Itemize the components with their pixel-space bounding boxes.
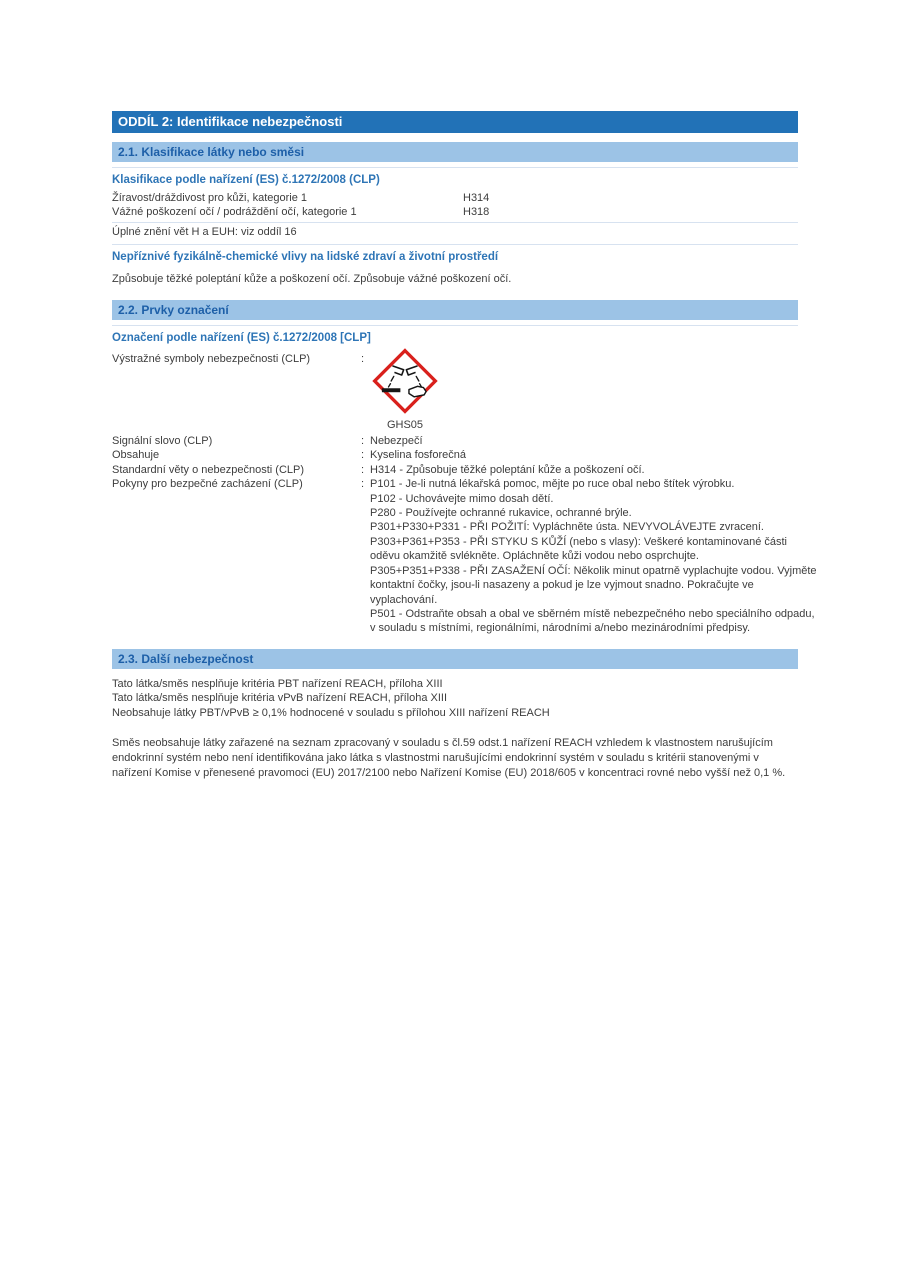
other-hazards-lines	[112, 677, 798, 721]
hazard-statement-value: H314 - Způsobuje těžké poleptání kůže a poškození očí.	[370, 463, 645, 476]
field-label: Standardní věty o nebezpečnosti (CLP)	[112, 463, 305, 476]
precaution-line: P102 - Uchovávejte mimo dosah dětí.	[370, 492, 554, 505]
endocrine-disruptor-paragraph: Směs neobsahuje látky zařazené na seznam zpracovaný v souladu s čl.59 odst.1 nařízení REACH vzhledem k vlastnostem narušujícím endokrinní systém nebo není identifikována jako látka s vlastnostmi narušujícími endokrinní systém v souladu s kritérii stanovenými v nařízení Komise v přenesené pravomoci (EU) 2017/2100 nebo Nařízení Komise (EU) 2018/605 v koncentraci rovné nebo vyšší než 0,1 %.	[112, 736, 786, 779]
colon-separator: :	[361, 463, 365, 476]
precaution-line: P501 - Odstraňte obsah a obal ve sběrném místě nebezpečného nebo speciálního odpadu,	[370, 607, 815, 620]
other-hazard-line: Tato látka/směs nesplňuje kritéria vPvB nařízení REACH, příloha XIII	[112, 692, 448, 705]
colon-separator: :	[361, 449, 365, 462]
labelling-subheading: Označení podle nařízení (ES) č.1272/2008 [CLP]	[112, 325, 798, 345]
classification-code: H318	[463, 206, 490, 219]
section-2-2-bar: 2.2. Prvky označení	[112, 300, 798, 320]
precaution-line: P301+P330+P331 - PŘI POŽITÍ: Vypláchněte ústa. NEVYVOLÁVEJTE zvracení.	[370, 521, 764, 534]
ghs05-pictogram-block	[372, 348, 438, 432]
section-2-1-bar: 2.1. Klasifikace látky nebo směsi	[112, 142, 798, 162]
precaution-line: P303+P361+P353 - PŘI STYKU S KŮŽÍ (nebo s vlasy): Veškeré kontaminované části	[370, 535, 787, 548]
field-label: Signální slovo (CLP)	[112, 435, 213, 448]
labelling-fields	[112, 352, 817, 636]
classification-subheading: Klasifikace podle nařízení (ES) č.1272/2008 (CLP)	[112, 167, 798, 187]
section-2-3-bar: 2.3. Další nebezpečnost	[112, 649, 798, 669]
precaution-line: vyplachování.	[370, 593, 438, 606]
signal-word-value: Nebezpečí	[370, 435, 423, 448]
colon-separator: :	[361, 352, 365, 365]
precautionary-statements	[370, 477, 817, 635]
colon-separator: :	[361, 435, 365, 448]
adverse-effects-text: Způsobuje těžké poleptání kůže a poškození očí. Způsobuje vážné poškození očí.	[112, 273, 512, 286]
field-label: Pokyny pro bezpečné zacházení (CLP)	[112, 478, 303, 491]
precaution-line: P101 - Je-li nutná lékařská pomoc, mějte po ruce obal nebo štítek výrobku.	[370, 478, 735, 491]
other-hazard-line: Tato látka/směs nesplňuje kritéria PBT nařízení REACH, příloha XIII	[112, 677, 443, 690]
precaution-line: oděvu okamžitě svlékněte. Opláchněte kůži vodou nebo osprchujte.	[370, 550, 699, 563]
section-2-content	[112, 111, 817, 781]
classification-label: Vážné poškození očí / podráždění očí, kategorie 1	[112, 206, 357, 219]
hazard-pictogram-cell	[370, 352, 817, 434]
precaution-line: kontaktní čočky, jsou-li nasazeny a pokud je lze vyjmout snadno. Pokračujte ve	[370, 579, 754, 592]
section-2-header-bar: ODDÍL 2: Identifikace nebezpečnosti	[112, 111, 798, 133]
classification-table	[112, 191, 798, 220]
colon-separator: :	[361, 478, 365, 491]
precaution-line: P305+P351+P338 - PŘI ZASAŽENÍ OČÍ: Několik minut opatrně vyplachujte vodou. Vyjměte	[370, 564, 817, 577]
other-hazard-line: Neobsahuje látky PBT/vPvB ≥ 0,1% hodnocené v souladu s přílohou XIII nařízení REACH	[112, 706, 550, 719]
adverse-effects-heading: Nepříznivé fyzikálně-chemické vlivy na lidské zdraví a životní prostředí	[112, 244, 798, 264]
classification-code: H314	[463, 192, 490, 204]
classification-label: Žíravost/dráždivost pro kůži, kategorie 1	[112, 192, 308, 204]
pictogram-code-caption: GHS05	[386, 419, 424, 432]
precaution-line: P280 - Používejte ochranné rukavice, ochranné brýle.	[370, 507, 632, 520]
precaution-line: v souladu s místními, regionálními, národními a/nebo mezinárodními předpisy.	[370, 622, 751, 635]
field-label: Obsahuje	[112, 449, 160, 462]
contains-value: Kyselina fosforečná	[370, 449, 466, 462]
h-statements-note: Úplné znění vět H a EUH: viz oddíl 16	[112, 222, 798, 239]
ghs05-corrosion-icon	[372, 348, 438, 414]
field-label: Výstražné symboly nebezpečnosti (CLP)	[112, 352, 311, 365]
